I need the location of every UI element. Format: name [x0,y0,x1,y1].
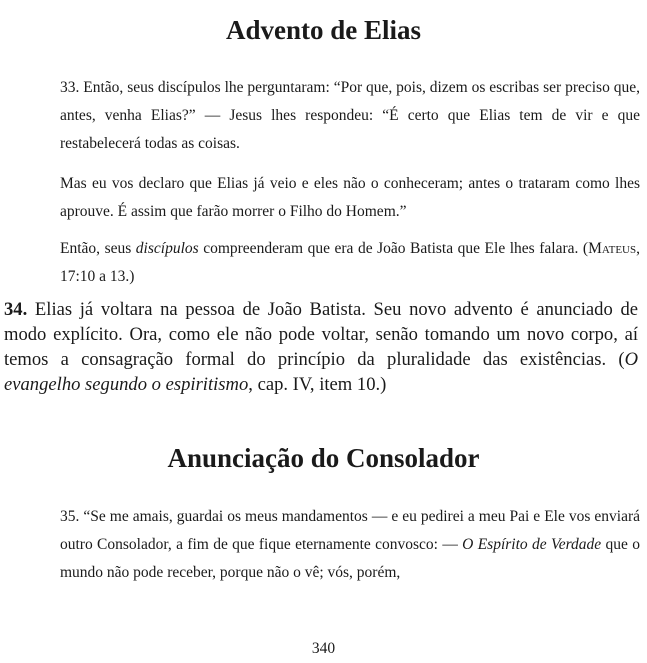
p35-italic: O Espírito de Verdade [462,536,602,553]
p33c-reference-name: Mateus [588,240,637,257]
page-number: 340 [311,640,336,657]
paragraph-34 [4,297,638,397]
paragraph-35 [60,503,640,587]
paragraph-33b-text: Mas eu vos declaro que Elias já veio e eles não o conheceram; antes o trataram como lhes aprouve. É assim que farão morrer o Filho do Homem.” [60,175,640,220]
paragraph-33-text: 33. Então, seus discípulos lhe perguntaram: “Por que, pois, dizem os escribas ser preciso que, antes, venha Elias?” — Jesus lhes respondeu: “É certo que Elias tem de vir e que restabelecerá todas as coisas. [60,79,640,152]
p35-part1: 35. “Se me amais, guardai os meus mandamentos — e eu pedirei a meu Pai e Ele vos enviará outro Consolador, a fim de que fique eternamente convosco: — [60,508,640,553]
paragraph-34-book-title: O evangelho segundo o espiritismo [4,349,638,395]
paragraph-33-continuation [60,170,640,226]
section-title-anunciacao: Anunciação do Consolador [167,443,480,473]
paragraph-34-number: 34. [4,299,28,320]
paragraph-34-citation: , cap. IV, item 10.) [248,374,387,395]
p35-part2: que o mundo não pode receber, porque não o vê; vós, porém, [60,536,640,581]
p33c-italic: discípulos [135,240,199,257]
paragraph-34-text: Elias já voltara na pessoa de João Batista. Seu novo advento é anunciado de modo explícito. Ora, como ele não pode voltar, senão tomando um novo corpo, aí temos a consagração formal do princípio da pluralidade das existências. ( [4,299,638,370]
p33c-part2: compreenderam que era de João Batista que Ele lhes falara. ( [198,240,589,257]
section-title-advento: Advento de Elias [225,15,422,45]
paragraph-33 [60,74,640,158]
p33c-part1: Então, seus [60,240,136,257]
paragraph-33-conclusion [60,235,640,291]
p33c-reference-rest: , 17:10 a 13.) [60,240,640,285]
